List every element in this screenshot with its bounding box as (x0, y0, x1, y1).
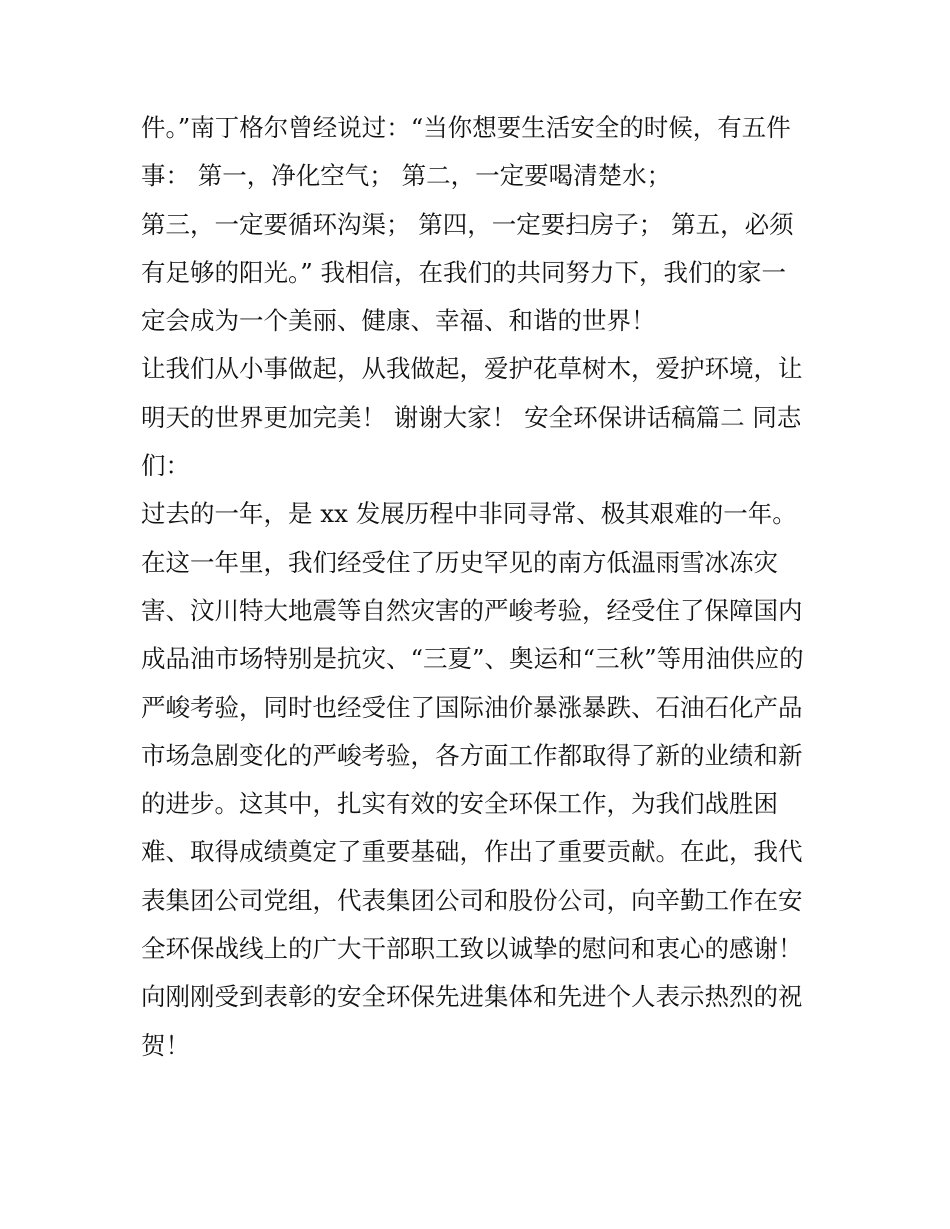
text-line: 严峻考验，同时也经受住了国际油价暴涨暴跌、石油石化产品 (141, 692, 803, 722)
text-line: 让我们从小事做起，从我做起，爱护花草树木，爱护环境，让 (141, 354, 803, 384)
text-line: 件。”南丁格尔曾经说过：“当你想要生活安全的时候，有五件 (141, 113, 791, 142)
text-line: 的进步。这其中，扎实有效的安全环保工作，为我们战胜困 (141, 789, 778, 819)
text-line: 表集团公司党组，代表集团公司和股份公司，向辛勤工作在安 (141, 885, 803, 915)
text-line: 们： (141, 451, 190, 481)
body-text (141, 104, 821, 1070)
text-line: 成品油市场特别是抗灾、“三夏”、奥运和“三秋”等用油供应的 (141, 644, 804, 674)
text-line: 贺！ (141, 1030, 190, 1060)
text-line: 向刚刚受到表彰的安全环保先进集体和先进个人表示热烈的祝 (141, 982, 803, 1012)
text-line: 明天的世界更加完美！ 谢谢大家！ 安全环保讲话稿篇二 同志 (141, 402, 802, 432)
text-line: 全环保战线上的广大干部职工致以诚挚的慰问和衷心的感谢！ (141, 934, 803, 964)
text-line: 事： 第一，净化空气； 第二，一定要喝清楚水； (141, 161, 672, 191)
text-line: 市场急剧变化的严峻考验，各方面工作都取得了新的业绩和新 (141, 740, 803, 770)
text-line: 第三，一定要循环沟渠； 第四，一定要扫房子； 第五，必须 (141, 209, 794, 239)
text-line: 害、汶川特大地震等自然灾害的严峻考验，经受住了保障国内 (141, 595, 803, 625)
text-line: 难、取得成绩奠定了重要基础，作出了重要贡献。在此，我代 (141, 837, 803, 867)
text-line: 过去的一年，是 xx 发展历程中非同寻常、极其艰难的一年。 (141, 499, 797, 529)
text-line: 有足够的阳光。” 我相信，在我们的共同努力下，我们的家一 (141, 257, 787, 287)
text-line: 在这一年里，我们经受住了历史罕见的南方低温雨雪冰冻灾 (141, 547, 778, 577)
text-line: 定会成为一个美丽、健康、幸福、和谐的世界！ (141, 306, 656, 336)
